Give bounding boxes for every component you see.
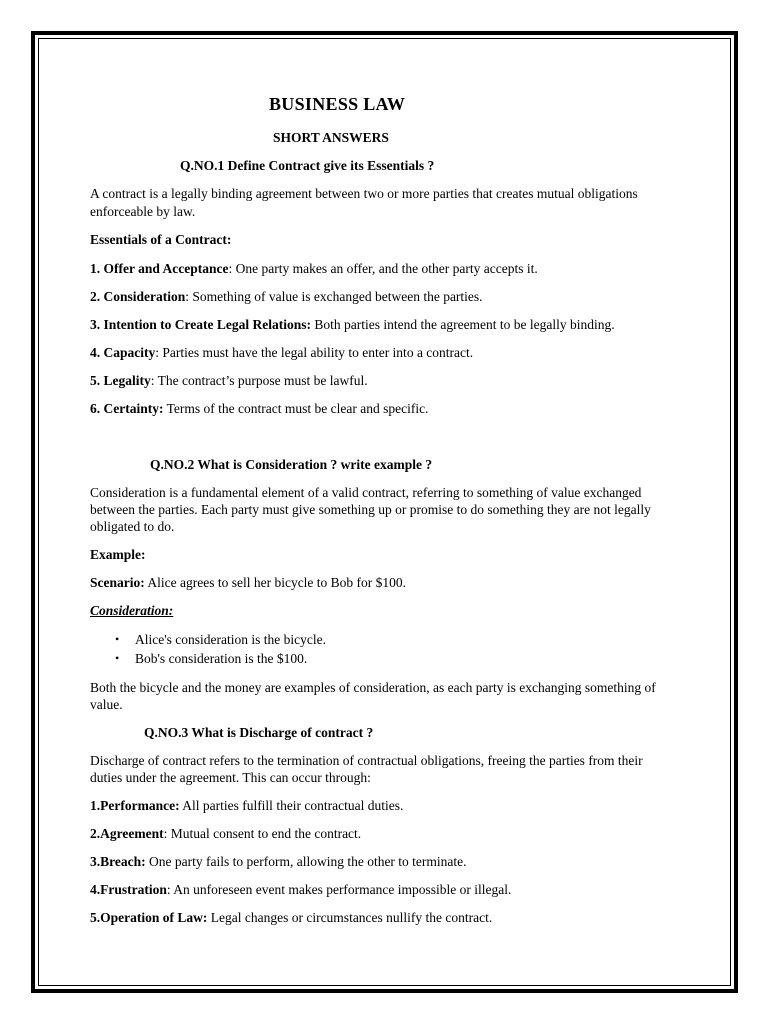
item-text: All parties fulfill their contractual duties. <box>179 798 404 813</box>
item-text: Terms of the contract must be clear and specific. <box>163 401 429 416</box>
q2-closing-line-1: Both the bicycle and the money are examples of consideration, as each party is exchanging something of <box>90 680 656 695</box>
item-text: Both parties intend the agreement to be legally binding. <box>310 317 615 332</box>
bullet-icon: • <box>115 651 120 665</box>
q3-item-breach <box>90 853 467 870</box>
q3-heading: Q.NO.3 What is Discharge of contract ? <box>144 725 374 740</box>
item-label: 1. Offer and Acceptance <box>90 261 229 276</box>
q3-item-performance <box>90 797 403 814</box>
q2-heading: Q.NO.2 What is Consideration ? write example ? <box>150 457 433 472</box>
q2-bullet-item: Bob's consideration is the $100. <box>135 651 308 666</box>
document-title: BUSINESS LAW <box>269 94 406 114</box>
q1-item-offer <box>90 260 538 277</box>
item-text: Legal changes or circumstances nullify the contract. <box>207 910 493 925</box>
item-label: 5.Operation of Law: <box>90 910 208 925</box>
q1-item-capacity <box>90 344 473 361</box>
item-label: 5. Legality <box>90 373 151 388</box>
item-text: : Parties must have the legal ability to enter into a contract. <box>155 345 474 360</box>
item-label: 4. Capacity <box>90 345 156 360</box>
q1-item-intention <box>90 316 615 333</box>
q3-para-line-2: duties under the agreement. This can occur through: <box>90 770 371 785</box>
q1-item-consideration <box>90 288 483 305</box>
item-label: 3. Intention to Create Legal Relations: <box>90 317 311 332</box>
q2-closing-line-2: value. <box>90 697 123 712</box>
q2-bullet-item: Alice's consideration is the bicycle. <box>135 632 326 647</box>
item-label: 1.Performance: <box>90 798 180 813</box>
q3-item-agreement <box>90 825 361 842</box>
item-label: 3.Breach: <box>90 854 146 869</box>
item-text: : The contract’s purpose must be lawful. <box>150 373 368 388</box>
item-text: : An unforeseen event makes performance impossible or illegal. <box>166 882 512 897</box>
q3-item-operation-of-law <box>90 909 492 926</box>
item-text: : Mutual consent to end the contract. <box>163 826 362 841</box>
item-label: 6. Certainty: <box>90 401 164 416</box>
q1-heading: Q.NO.1 Define Contract give its Essentials ? <box>180 158 435 173</box>
scenario-text: Alice agrees to sell her bicycle to Bob for $100. <box>144 575 407 590</box>
q1-intro-line-2: enforceable by law. <box>90 204 196 219</box>
q1-item-legality <box>90 372 368 389</box>
q2-example-label: Example: <box>90 547 146 562</box>
q2-consideration-label: Consideration: <box>90 603 174 618</box>
q1-item-certainty <box>90 400 428 417</box>
q2-para-line-2: between the parties. Each party must give something up or promise to do something they are not legally <box>90 502 651 517</box>
item-text: : One party makes an offer, and the other party accepts it. <box>228 261 538 276</box>
item-label: 2. Consideration <box>90 289 186 304</box>
item-text: : Something of value is exchanged between the parties. <box>185 289 483 304</box>
q2-scenario <box>90 574 406 591</box>
item-label: 4.Frustration <box>90 882 167 897</box>
q3-item-frustration <box>90 881 511 898</box>
q2-para-line-1: Consideration is a fundamental element of a valid contract, referring to something of value exchanged <box>90 485 642 500</box>
q1-intro-line-1: A contract is a legally binding agreement between two or more parties that creates mutual obligations <box>90 186 638 201</box>
scenario-label: Scenario: <box>90 575 145 590</box>
item-label: 2.Agreement <box>90 826 164 841</box>
bullet-icon: • <box>115 632 120 646</box>
item-text: One party fails to perform, allowing the other to terminate. <box>145 854 467 869</box>
q1-essentials-heading: Essentials of a Contract: <box>90 232 232 247</box>
q3-para-line-1: Discharge of contract refers to the termination of contractual obligations, freeing the parties from their <box>90 753 643 768</box>
q2-para-line-3: obligated to do. <box>90 519 175 534</box>
document-subtitle: SHORT ANSWERS <box>273 130 389 145</box>
